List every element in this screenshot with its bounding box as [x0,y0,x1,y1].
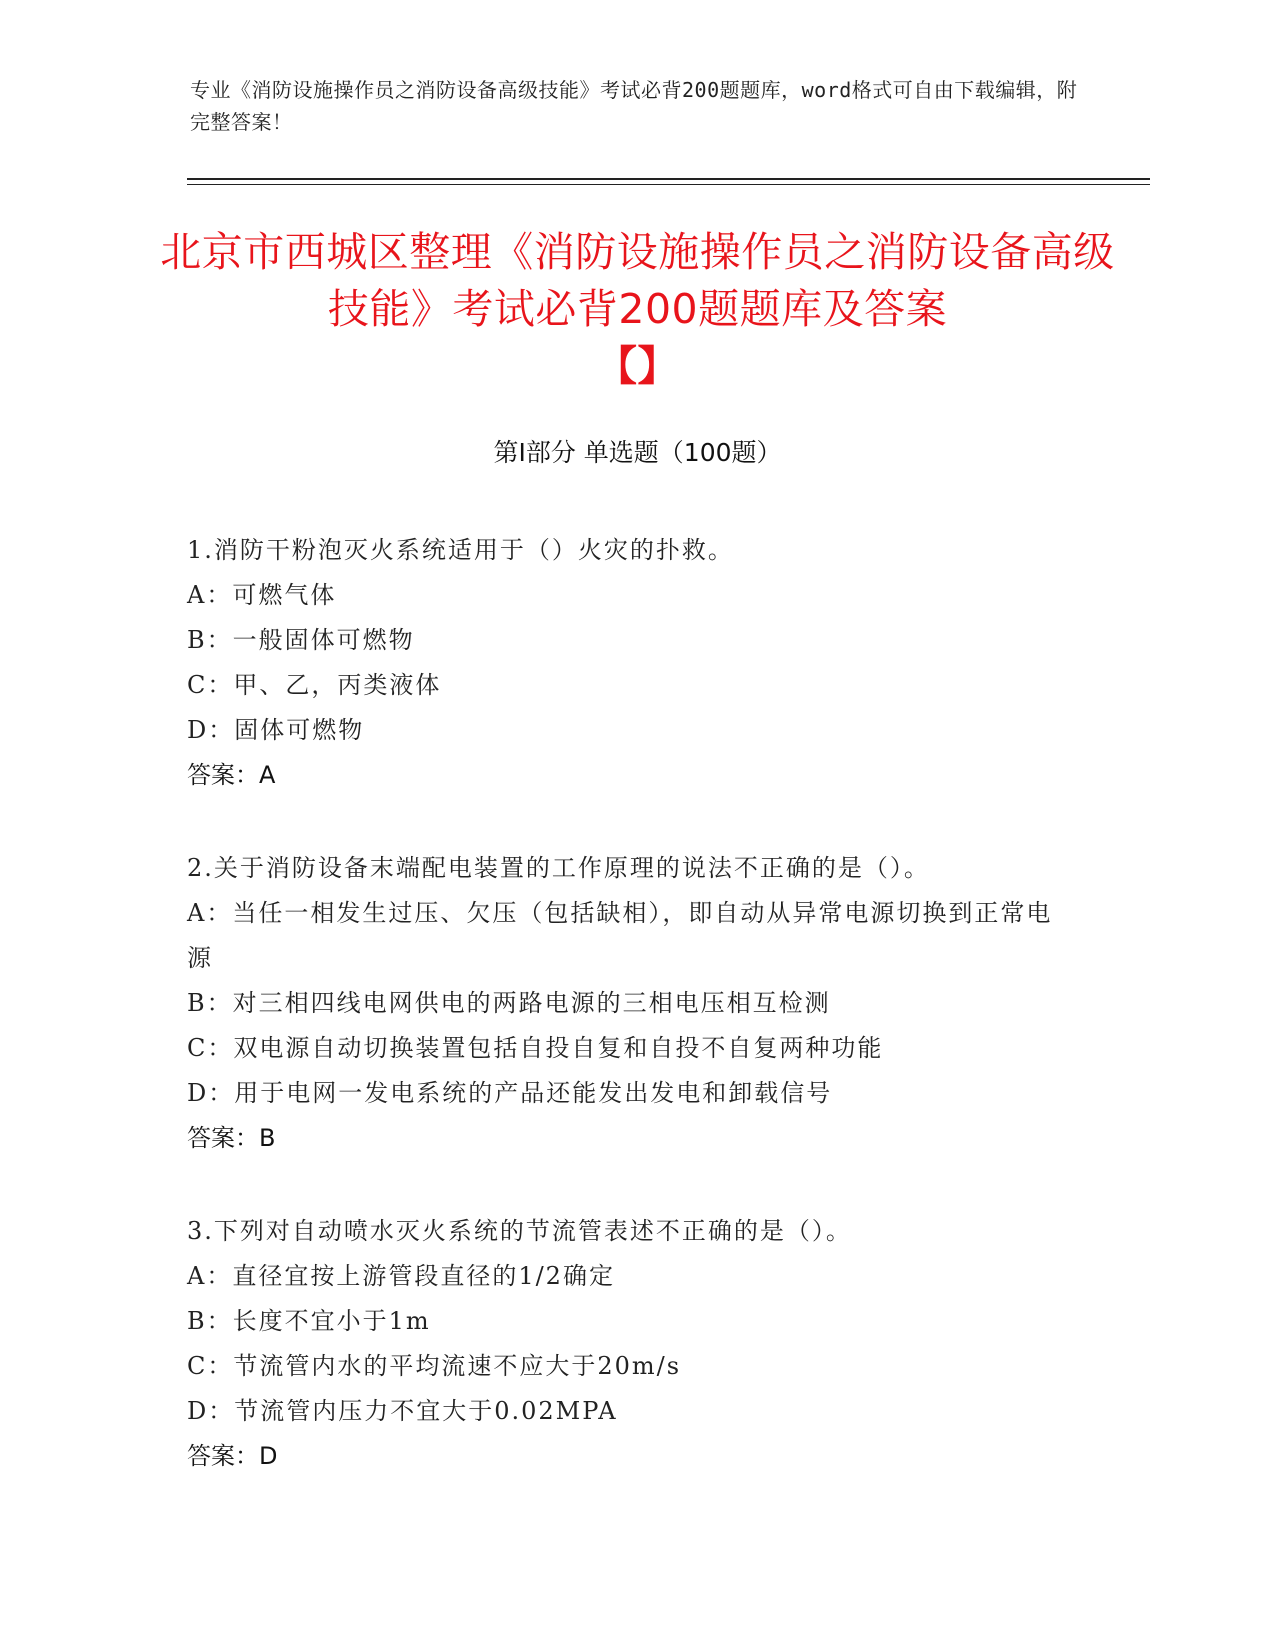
option-c: C：节流管内水的平均流速不应大于20m/s [187,1352,682,1380]
answer: 答案：B [187,1124,276,1152]
section-title: 第Ⅰ部分 单选题（100题） [493,438,782,467]
question-list [187,528,1077,1527]
question-stem: 3.下列对自动喷水灭火系统的节流管表述不正确的是（）。 [187,1217,852,1245]
option-a: A：可燃气体 [187,581,337,609]
question-1 [187,528,1077,798]
option-b: B：一般固体可燃物 [187,626,415,654]
question-stem: 2.关于消防设备末端配电装置的工作原理的说法不正确的是（）。 [187,854,930,882]
option-c: C：甲、乙，丙类液体 [187,671,442,699]
header-divider-thick [187,178,1150,180]
question-3 [187,1209,1077,1479]
question-stem: 1.消防干粉泡灭火系统适用于（）火灾的扑救。 [187,536,734,564]
option-b: B：对三相四线电网供电的两路电源的三相电压相互检测 [187,989,831,1017]
header-note: 专业《消防设施操作员之消防设备高级技能》考试必背200题题库，word格式可自由下载编辑，附完整答案！ [190,78,1078,134]
option-a: A：直径宜按上游管段直径的1/2确定 [187,1262,615,1290]
document-title-brackets: 【】 [596,342,679,390]
document-title-text: 北京市西城区整理《消防设施操作员之消防设备高级技能》考试必背200题题库及答案 [160,228,1115,333]
option-c: C：双电源自动切换装置包括自投自复和自投不自复两种功能 [187,1034,884,1062]
option-d: D：用于电网一发电系统的产品还能发出发电和卸载信号 [187,1079,833,1107]
answer: 答案：D [187,1442,278,1470]
option-a: A：当任一相发生过压、欠压（包括缺相），即自动从异常电源切换到正常电源 [187,899,1053,972]
document-title [150,224,1125,395]
option-b: B：长度不宜小于1m [187,1307,431,1335]
option-d: D：固体可燃物 [187,716,365,744]
question-2 [187,846,1077,1161]
header-divider-thin [187,184,1150,185]
answer: 答案：A [187,761,276,789]
option-d: D：节流管内压力不宜大于0.02MPA [187,1397,618,1425]
